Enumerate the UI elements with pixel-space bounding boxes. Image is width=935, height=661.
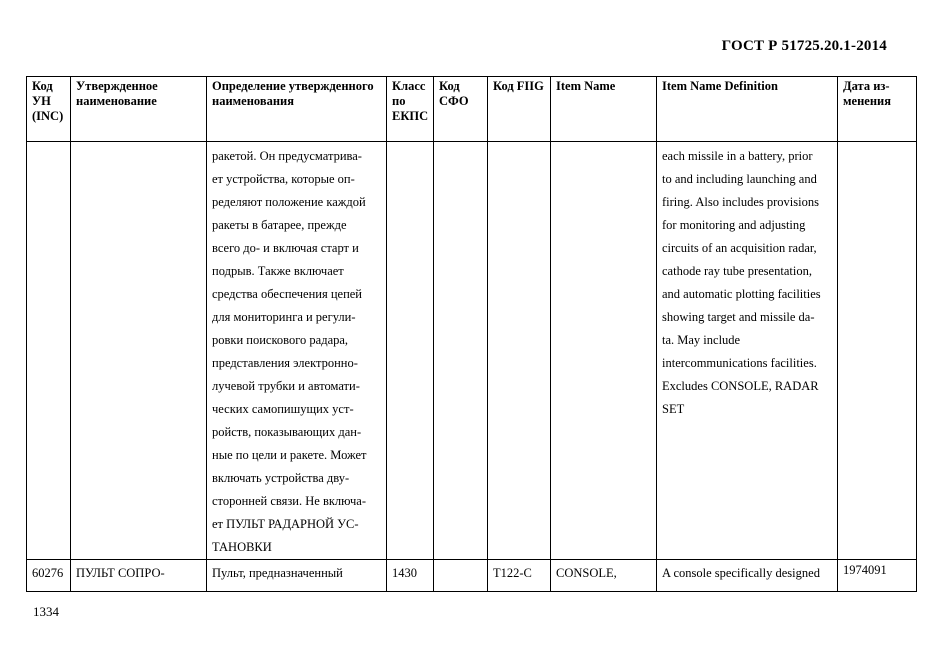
definition-en-line: Excludes CONSOLE, RADAR: [662, 379, 819, 393]
col-header-definition-ru: Определение утвержденного наименования: [207, 77, 387, 142]
cell-definition-en: [657, 142, 838, 560]
definition-en-line: and automatic plotting facilities: [662, 287, 821, 301]
cell-approved-name: ПУЛЬТ СОПРО-: [71, 560, 207, 592]
cell-definition-ru: [207, 142, 387, 560]
col-header-inc: Код УН (INC): [27, 77, 71, 142]
cell-sfo: [434, 142, 488, 560]
definition-ru-line: ройств, показывающих дан-: [212, 425, 362, 439]
cell-item-name: [551, 142, 657, 560]
cell-approved-name: [71, 142, 207, 560]
definition-ru-line: для мониторинга и регули-: [212, 310, 356, 324]
definition-ru-line: ределяют положение каждой: [212, 195, 366, 209]
cell-item-name: CONSOLE,: [551, 560, 657, 592]
col-header-item-name: Item Name: [551, 77, 657, 142]
col-header-sfo: Код СФО: [434, 77, 488, 142]
col-header-item-name-definition: Item Name Definition: [657, 77, 838, 142]
definition-en-line: ta. May include: [662, 333, 741, 347]
cell-inc: [27, 142, 71, 560]
definition-en-line: cathode ray tube presentation,: [662, 264, 812, 278]
cell-fiig: T122-C: [488, 560, 551, 592]
page-number: 1334: [33, 604, 59, 619]
cell-definition-ru: Пульт, предназначенный: [207, 560, 387, 592]
table-row-continuation: [27, 142, 917, 560]
definition-ru-line: ет ПУЛЬТ РАДАРНОЙ УС-: [212, 517, 359, 531]
definition-ru-line: ракеты в батарее, прежде: [212, 218, 347, 232]
table-row: [27, 560, 917, 592]
definition-ru-line: ет устройства, которые оп-: [212, 172, 355, 186]
standard-header: ГОСТ Р 51725.20.1-2014: [721, 38, 887, 54]
col-header-change-date: Дата из-менения: [838, 77, 917, 142]
definition-ru-line: сторонней связи. Не включа-: [212, 494, 367, 508]
definition-ru-line: всего до- и включая старт и: [212, 241, 359, 255]
definition-ru-line: ческих самопишущих уст-: [212, 402, 354, 416]
col-header-class: Класс по ЕКПС: [387, 77, 434, 142]
cell-class: 1430: [387, 560, 434, 592]
cell-fiig: [488, 142, 551, 560]
cell-class: [387, 142, 434, 560]
definition-ru-line: ные по цели и ракете. Может: [212, 448, 367, 462]
cell-definition-en: A console specifically designed: [657, 560, 838, 592]
definition-ru-line: средства обеспечения цепей: [212, 287, 362, 301]
cell-change-date: 1974091: [838, 560, 917, 592]
col-header-approved-name: Утвержденное наименование: [71, 77, 207, 142]
definition-en-line: intercommunications facilities.: [662, 356, 817, 370]
definition-ru-line: ракетой. Он предусматрива-: [212, 149, 362, 163]
cell-sfo: [434, 560, 488, 592]
cell-inc: 60276: [27, 560, 71, 592]
definition-en-line: circuits of an acquisition radar,: [662, 241, 817, 255]
definition-ru-line: ровки поискового радара,: [212, 333, 349, 347]
definition-ru-line: включать устройства дву-: [212, 471, 350, 485]
definition-en-line: each missile in a battery, prior: [662, 149, 813, 163]
definition-en-line: for monitoring and adjusting: [662, 218, 806, 232]
definition-en-line: to and including launching and: [662, 172, 817, 186]
definition-en-line: showing target and missile da-: [662, 310, 815, 324]
item-name-table: [26, 76, 917, 592]
definition-en-line: firing. Also includes provisions: [662, 195, 819, 209]
definition-ru-line: подрыв. Также включает: [212, 264, 344, 278]
definition-en-line: SET: [662, 402, 685, 416]
definition-ru-line: представления электронно-: [212, 356, 358, 370]
definition-ru-line: ТАНОВКИ: [212, 540, 272, 554]
definition-ru-line: лучевой трубки и автомати-: [212, 379, 360, 393]
col-header-fiig: Код FIIG: [488, 77, 551, 142]
cell-change-date: [838, 142, 917, 560]
header-row: [27, 77, 917, 142]
